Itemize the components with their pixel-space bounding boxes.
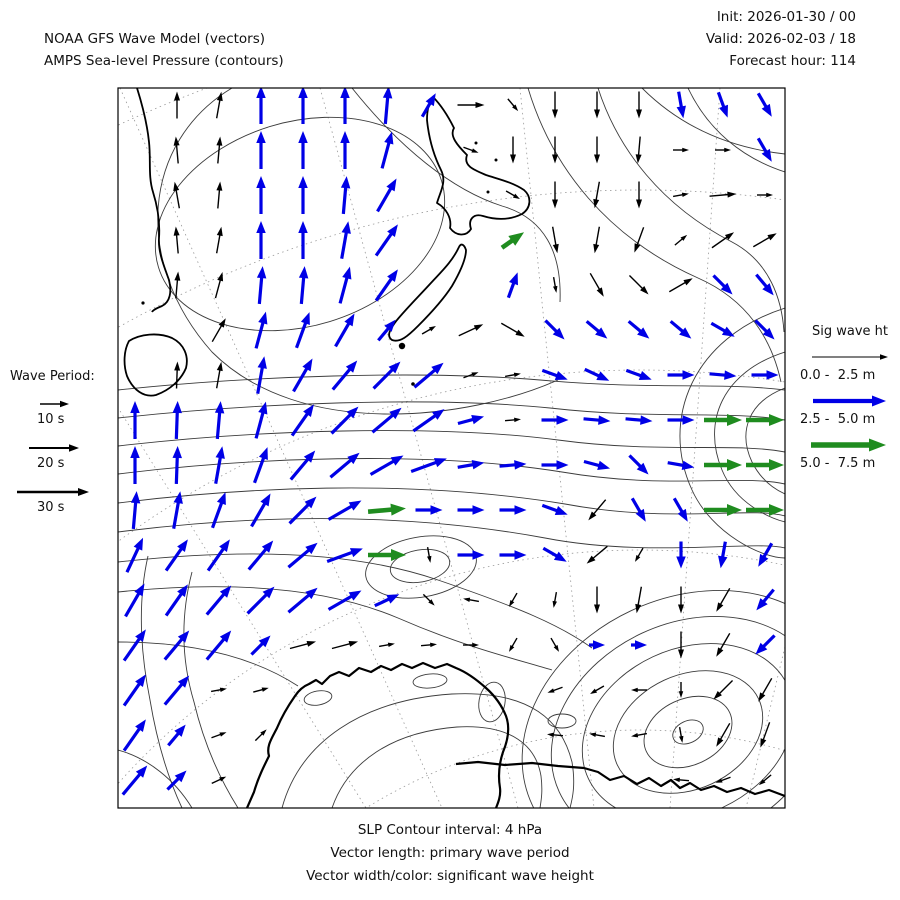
wave-period-10s-label: 10 s [37, 412, 65, 427]
forecast-hour: Forecast hour: 114 [729, 53, 856, 69]
wave-period-legend-title: Wave Period: [10, 369, 95, 384]
sig-wave-2.5-5-label: 2.5 - 5.0 m [800, 412, 876, 427]
map-border [118, 88, 785, 808]
chart-title-line2: AMPS Sea-level Pressure (contours) [44, 53, 284, 69]
wave-vectors [123, 86, 784, 795]
init-time: Init: 2026-01-30 / 00 [716, 9, 856, 25]
caption-contour-interval: SLP Contour interval: 4 hPa [357, 822, 543, 838]
sig-wave-5-7.5-label: 5.0 - 7.5 m [800, 456, 876, 471]
wave-period-30s-label: 30 s [37, 500, 65, 515]
sig-wave-height-legend-title: Sig wave ht [812, 324, 889, 339]
wave-period-20s-label: 20 s [37, 456, 65, 471]
map-layers [0, 10, 900, 900]
caption-vector-length: Vector length: primary wave period [330, 845, 570, 861]
chart-title-line1: NOAA GFS Wave Model (vectors) [44, 31, 266, 47]
sig-wave-0-2.5-label: 0.0 - 2.5 m [800, 368, 876, 383]
slp-contours [118, 83, 900, 900]
caption-vector-width-color: Vector width/color: significant wave height [306, 868, 594, 884]
coastlines [125, 88, 785, 808]
valid-time: Valid: 2026-02-03 / 18 [705, 31, 856, 47]
